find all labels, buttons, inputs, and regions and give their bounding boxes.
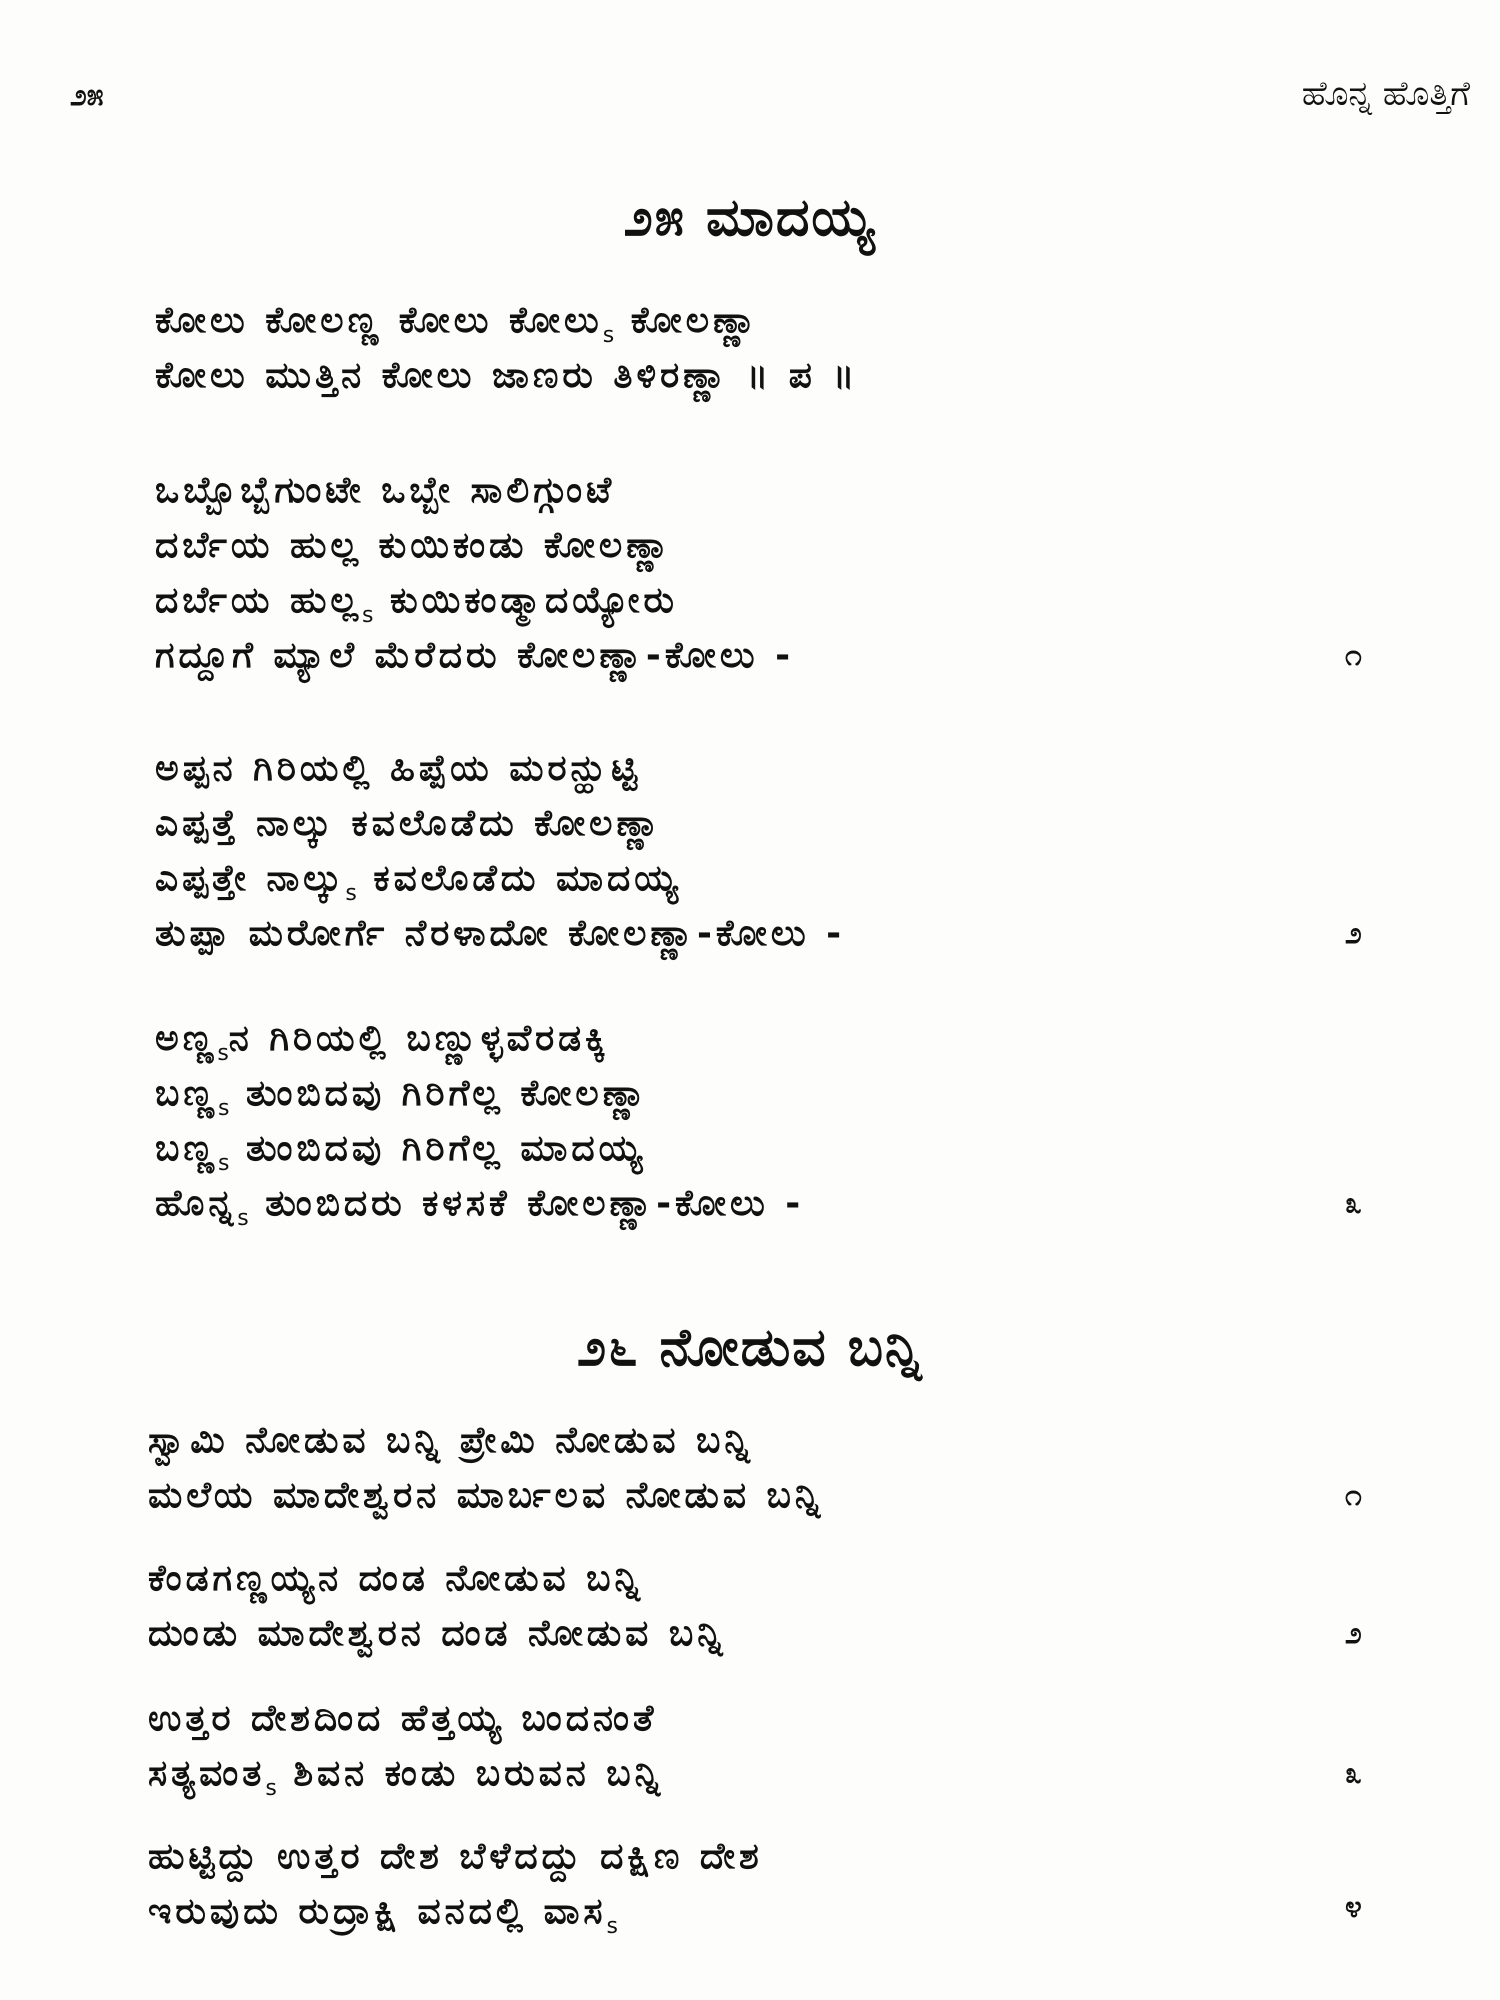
verse-line: ತುಪ್ಪಾ ಮರೋರ್ಗೆ ನೆರಳಾದೋ ಕೋಲಣ್ಣಾ-ಕೋಲು - (155, 913, 846, 954)
verse-line: ಸ್ವಾಮಿ ನೋಡುವ ಬನ್ನಿ ಪ್ರೇಮಿ ನೋಡುವ ಬನ್ನಿ (148, 1420, 754, 1461)
verse-line: ಅಣ್ಣ$_s$ನ ಗಿರಿಯಲ್ಲಿ ಬಣ್ಣುಳ್ಳವೆರಡಕ್ಕಿ (155, 1018, 610, 1066)
verse-line: ಹುಟ್ಟಿದ್ದು ಉತ್ತರ ದೇಶ ಬೆಳೆದದ್ದು ದಕ್ಷಿಣ ದೇಶ (148, 1836, 763, 1877)
verse-line: ಹೊನ್ನ$_s$ ತುಂಬಿದರು ಕಳಸಕೆ ಕೋಲಣ್ಣಾ-ಕೋಲು - (155, 1183, 805, 1231)
verse-line: ಅಪ್ಪನ ಗಿರಿಯಲ್ಲಿ ಹಿಪ್ಪೆಯ ಮರನ್ಹುಟ್ಟಿ (155, 748, 642, 789)
stanza-number: ೧ (1345, 638, 1362, 673)
song-title: ೨೫ ಮಾದಯ್ಯ (623, 188, 877, 248)
verse-line: ದರ್ಬೆಯ ಹುಲ್ಲ$_s$ ಕುಯಿಕಂಡ್ಮಾದಯ್ಯೋರು (155, 580, 678, 628)
verse-line: ಉತ್ತರ ದೇಶದಿಂದ ಹೆತ್ತಯ್ಯ ಬಂದನಂತೆ (148, 1698, 658, 1739)
song-title: ೨೬ ನೋಡುವ ಬನ್ನಿ (577, 1318, 923, 1378)
verse-line: ಕೋಲು ಕೋಲಣ್ಣ ಕೋಲು $ಕೋಲು_s$ ಕೋಲಣ್ಣಾ (155, 300, 760, 348)
verse-line: ಬಣ್ಣ$_s$ ತುಂಬಿದವು ಗಿರಿಗೆಲ್ಲ ಕೋಲಣ್ಣಾ (155, 1073, 650, 1121)
verse-line: ದುಂಡು ಮಾದೇಶ್ವರನ ದಂಡ ನೋಡುವ ಬನ್ನಿ (148, 1613, 727, 1654)
verse-line: ಎಪ್ಪತ್ತೆ ನಾಲ್ಕು ಕವಲೊಡೆದು ಕೋಲಣ್ಣಾ (155, 803, 664, 844)
stanza-number: ೨ (1345, 916, 1362, 951)
verse-line: ಸತ್ಯವಂತ$_s$ ಶಿವನ ಕಂಡು ಬರುವನ ಬನ್ನಿ (148, 1753, 664, 1801)
verse-line: ಮಲೆಯ ಮಾದೇಶ್ವರನ ಮಾರ್ಬಲವ ನೋಡುವ ಬನ್ನಿ (148, 1475, 824, 1516)
stanza-number: ೪ (1345, 1890, 1362, 1925)
verse-line: ಒಬ್ಬೊಬ್ಬೆಗುಂಟೇ ಒಬ್ಬೇ ಸಾಲಿಗ್ಗುಂಟೆ (155, 470, 616, 511)
stanza-number: ೩ (1345, 1756, 1362, 1791)
verse-line: ಬಣ್ಣ$_s$ ತುಂಬಿದವು ಗಿರಿಗೆಲ್ಲ ಮಾದಯ್ಯ (155, 1128, 647, 1176)
stanza-number: ೩ (1345, 1186, 1362, 1221)
verse-line: ದರ್ಬೆಯ ಹುಲ್ಲ ಕುಯಿಕಂಡು ಕೋಲಣ್ಣಾ (155, 525, 673, 566)
verse-line: ಕೋಲು ಮುತ್ತಿನ ಕೋಲು ಜಾಣರು ತಿಳಿರಣ್ಣಾ ॥ ಪ ॥ (155, 355, 859, 396)
book-title: ಹೊನ್ನ ಹೊತ್ತಿಗೆ (1301, 74, 1470, 114)
stanza-number: ೧ (1345, 1478, 1362, 1513)
stanza-number: ೨ (1345, 1616, 1362, 1651)
verse-line: ಎಪ್ಪತ್ತೇ $ನಾಲ್ಕು_s$ ಕವಲೊಡೆದು ಮಾದಯ್ಯ (155, 858, 682, 906)
verse-line: ಕೆಂಡಗಣ್ಣಯ್ಯನ ದಂಡ ನೋಡುವ ಬನ್ನಿ (148, 1558, 644, 1599)
verse-line: ಗದ್ದೂಗೆ ಮ್ಯಾಲೆ ಮೆರೆದರು ಕೋಲಣ್ಣಾ-ಕೋಲು - (155, 635, 795, 676)
page-number: ೨೫ (70, 78, 104, 113)
verse-line: ಇರುವುದು ರುದ್ರಾಕ್ಷಿ ವನದಲ್ಲಿ ವಾಸ$_s$ (148, 1891, 619, 1939)
